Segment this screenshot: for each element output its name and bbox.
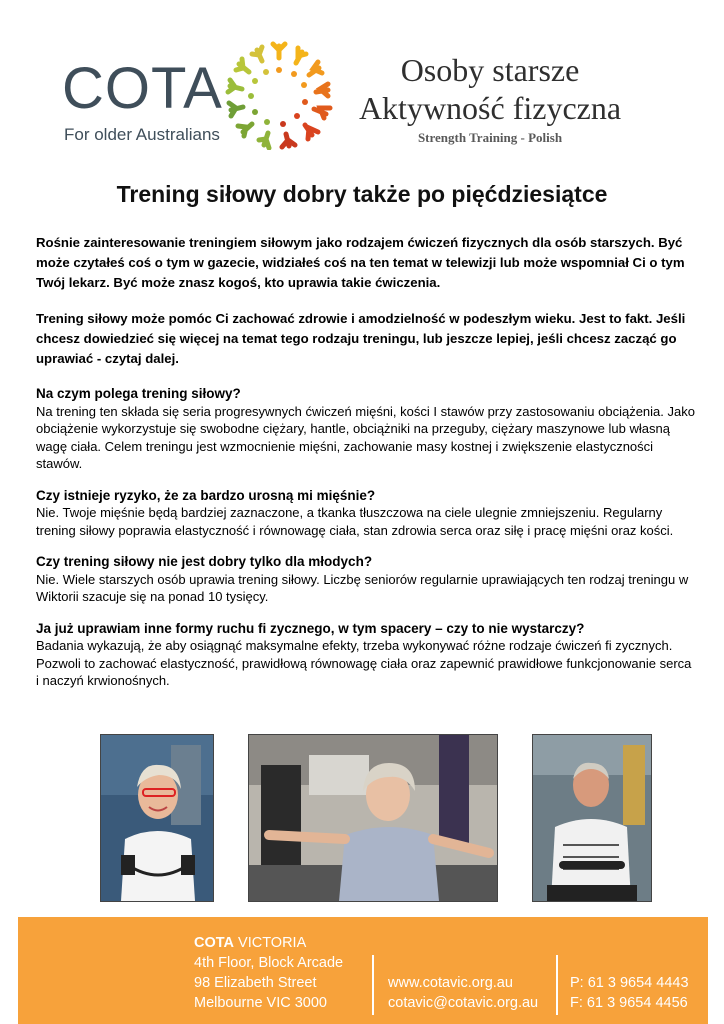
footer-phone: P: 61 3 9654 4443 (570, 975, 689, 991)
footer-fax: F: 61 3 9654 4456 (570, 995, 688, 1011)
footer-web-block (388, 973, 538, 1013)
footer-address-line1: 4th Floor, Block Arcade (194, 955, 344, 971)
footer-org-name (194, 933, 343, 953)
question-1: Na czym polega trening siłowy? (36, 386, 241, 401)
answer-2: Nie. Twoje mięśnie będą bardziej zaznaczone, a tkanka tłuszczowa na ciele ulegnie zmniejszeniu. Regularny trening siłowy poprawia elastyczność i równowagę ciała, stan zdrowia serca oraz siłę i pracę mięśni oraz kości. (36, 505, 674, 538)
sunburst-logo-icon (222, 40, 337, 150)
intro-paragraph-2: Trening siłowy może pomóc Ci zachować zdrowie i amodzielność w podeszłym wieku. Jest to fakt. Jeśli chcesz dowiedzieć się więcej na temat tego rodzaju treningu, lub jeszcze lepiej, jeśli chcesz zacząć go uprawiać - czytaj dalej. (36, 311, 686, 366)
footer-contact-bar (18, 917, 708, 1024)
article-title: Trening siłowy dobry także po pięćdziesiątce (116, 181, 608, 207)
footer-address-line3: Melbourne VIC 3000 (194, 995, 327, 1011)
footer-address-line2: 98 Elizabeth Street (194, 975, 317, 991)
header-title-line1: Osoby starsze (400, 52, 580, 88)
logo-wordmark: COTA (62, 56, 223, 121)
photo-woman-with-resistance-band (100, 734, 214, 902)
footer-divider-2 (556, 955, 558, 1015)
logo-subtitle: For older Australians (64, 125, 220, 144)
footer-org-bold: COTA (194, 935, 235, 951)
photo-man-on-rowing-machine (532, 734, 652, 902)
footer-address-block (194, 933, 343, 1013)
answer-4: Badania wykazują, że aby osiągnąć maksymalne efekty, trzeba wykonywać różne rodzaje ćwiczeń fi zycznych. Pozwoli to zachować elastyczność, prawidłową równowagę ciała oraz zapewnić prawidłowe funkcjonowanie serca i naczyń krwionośnych. (36, 638, 692, 688)
answer-3: Nie. Wiele starszych osób uprawia trening siłowy. Liczbę seniorów regularnie uprawiających ten rodzaj treningu w Wiktorii szacuje się na ponad 10 tysięcy. (36, 571, 689, 604)
question-2: Czy istnieje ryzyko, że za bardzo urosną mi mięśnie? (36, 487, 376, 503)
question-4: Ja już uprawiam inne formy ruchu fi zycznego, w tym spacery – czy to nie wystarczy? (36, 620, 585, 636)
footer-email-link[interactable]: cotavic@cotavic.org.au (388, 995, 539, 1011)
footer-org-rest: VICTORIA (234, 935, 307, 951)
article-body (36, 233, 696, 690)
header-title-line2: Aktywność fizyczna (358, 90, 622, 126)
intro-paragraph-1: Rośnie zainteresowanie treningiem siłowym jako rodzajem ćwiczeń fizycznych dla osób starszych. Być może czytałeś coś o tym w gazecie, widziałeś coś na ten temat w telewizji lub może wspomniał Ci o tym Twój lekarz. Być może znasz kogoś, kto uprawia takie ćwiczenia. (36, 235, 685, 290)
footer-phone-block (570, 973, 689, 1013)
footer-divider-1 (372, 955, 374, 1015)
header-title-block (340, 52, 640, 146)
answer-1: Na trening ten składa się seria progresywnych ćwiczeń mięśni, kości I stawów przy zastosowaniu obciążenia. Jako obciążenie wykorzystuje się swobodne ciężary, hantle, obciążniki na przeguby, ciężary maszynowe lub własną wagę ciała. Celem treningu jest wzmocnienie mięśni, zachowanie masy kostnej i zwiększenie elastyczności stawów. (36, 403, 695, 471)
cota-logo (62, 40, 352, 150)
footer-website-link[interactable]: www.cotavic.org.au (388, 975, 513, 991)
header-language-label: Strength Training - Polish (417, 130, 563, 145)
photo-woman-doing-chest-fly (248, 734, 498, 902)
question-3: Czy trening siłowy nie jest dobry tylko dla młodych? (36, 554, 373, 569)
